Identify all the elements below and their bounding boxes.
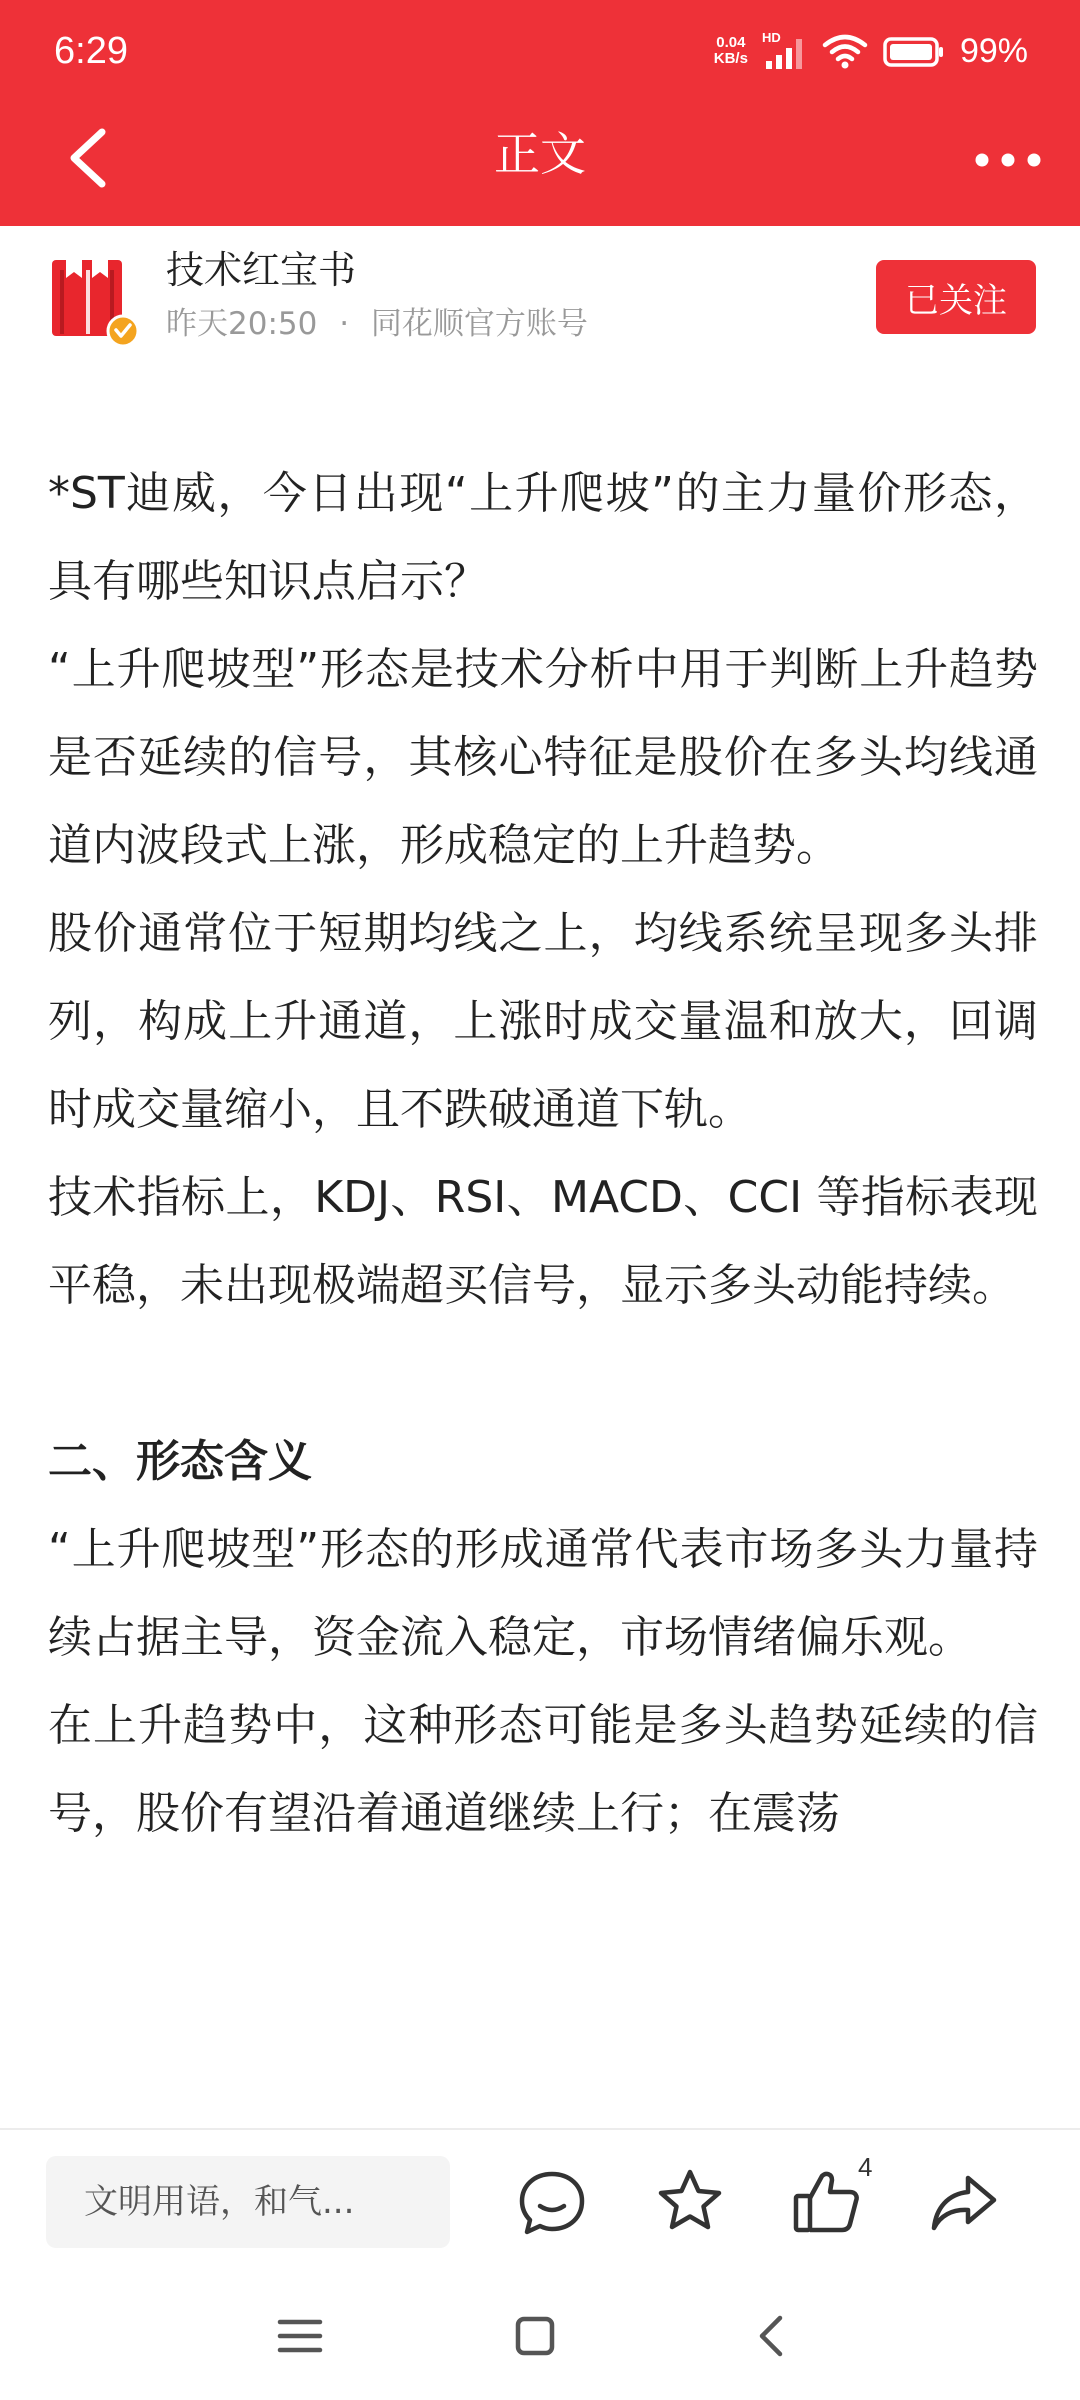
comment-button[interactable] [514,2164,590,2240]
article-paragraph: “上升爬坡型”形态的形成通常代表市场多头力量持续占据主导，资金流入稳定，市场情绪偏乐观。 [48,1524,1038,1663]
article-body [48,450,1038,1858]
status-icons [714,24,1028,78]
more-dots-icon [968,132,1048,182]
comment-bubble-icon [514,2164,590,2240]
network-speed-value: 0.04 [716,34,746,51]
thumbs-up-icon [788,2164,864,2240]
publish-time: 昨天20:50 [166,306,318,342]
author-name[interactable]: 技术红宝书 [166,248,357,292]
bottom-action-bar [0,2128,1080,2272]
wifi-icon [822,31,868,71]
favorite-button[interactable] [652,2164,728,2240]
system-back-icon [740,2304,804,2368]
verified-badge-icon [106,314,140,348]
more-button[interactable] [968,132,1048,182]
status-time: 6:29 [54,30,128,72]
system-menu-button[interactable] [268,2304,332,2368]
system-back-button[interactable] [740,2304,804,2368]
star-icon [652,2164,728,2240]
signal-icon [762,31,808,71]
system-home-button[interactable] [503,2304,567,2368]
article-paragraph: “上升爬坡型”形态是技术分析中用于判断上升趋势是否延续的信号，其核心特征是股价在多头均线通道内波段式上涨，形成稳定的上升趋势。 [48,644,1038,871]
author-row [0,226,1080,356]
paragraph-spacer [48,1330,1038,1418]
battery-percent: 99% [959,31,1028,70]
network-speed [714,35,748,67]
network-type-label: HD [761,30,781,45]
share-arrow-icon [926,2164,1002,2240]
system-navigation-bar [0,2270,1080,2400]
author-meta [166,302,588,346]
article-paragraph: 技术指标上，KDJ、RSI、MACD、CCI 等指标表现平稳，未出现极端超买信号，显示多头动能持续。 [48,1172,1038,1311]
follow-button[interactable]: 已关注 [876,260,1036,334]
menu-lines-icon [268,2304,332,2368]
article-paragraph: 在上升趋势中，这种形态可能是多头趋势延续的信号，股价有望沿着通道继续上行；在震荡 [48,1700,1038,1839]
page-title: 正文 [494,127,586,181]
article-paragraph: 股价通常位于短期均线之上，均线系统呈现多头排列，构成上升通道，上涨时成交量温和放大，回调时成交量缩小，且不跌破通道下轨。 [48,908,1038,1135]
meta-separator: · [339,306,350,342]
like-button[interactable] [788,2164,864,2240]
article-paragraph: *ST迪威，今日出现“上升爬坡”的主力量价形态，具有哪些知识点启示？ [48,468,1038,607]
section-heading: 二、形态含义 [48,1436,312,1487]
battery-icon [882,31,946,71]
network-speed-unit: KB/s [713,50,748,67]
square-home-icon [503,2304,567,2368]
author-source: 同花顺官方账号 [370,306,588,342]
comment-input[interactable] [46,2156,450,2248]
avatar[interactable] [52,256,136,342]
top-header [0,0,1080,226]
share-button[interactable] [926,2164,1002,2240]
like-count: 4 [858,2152,873,2182]
